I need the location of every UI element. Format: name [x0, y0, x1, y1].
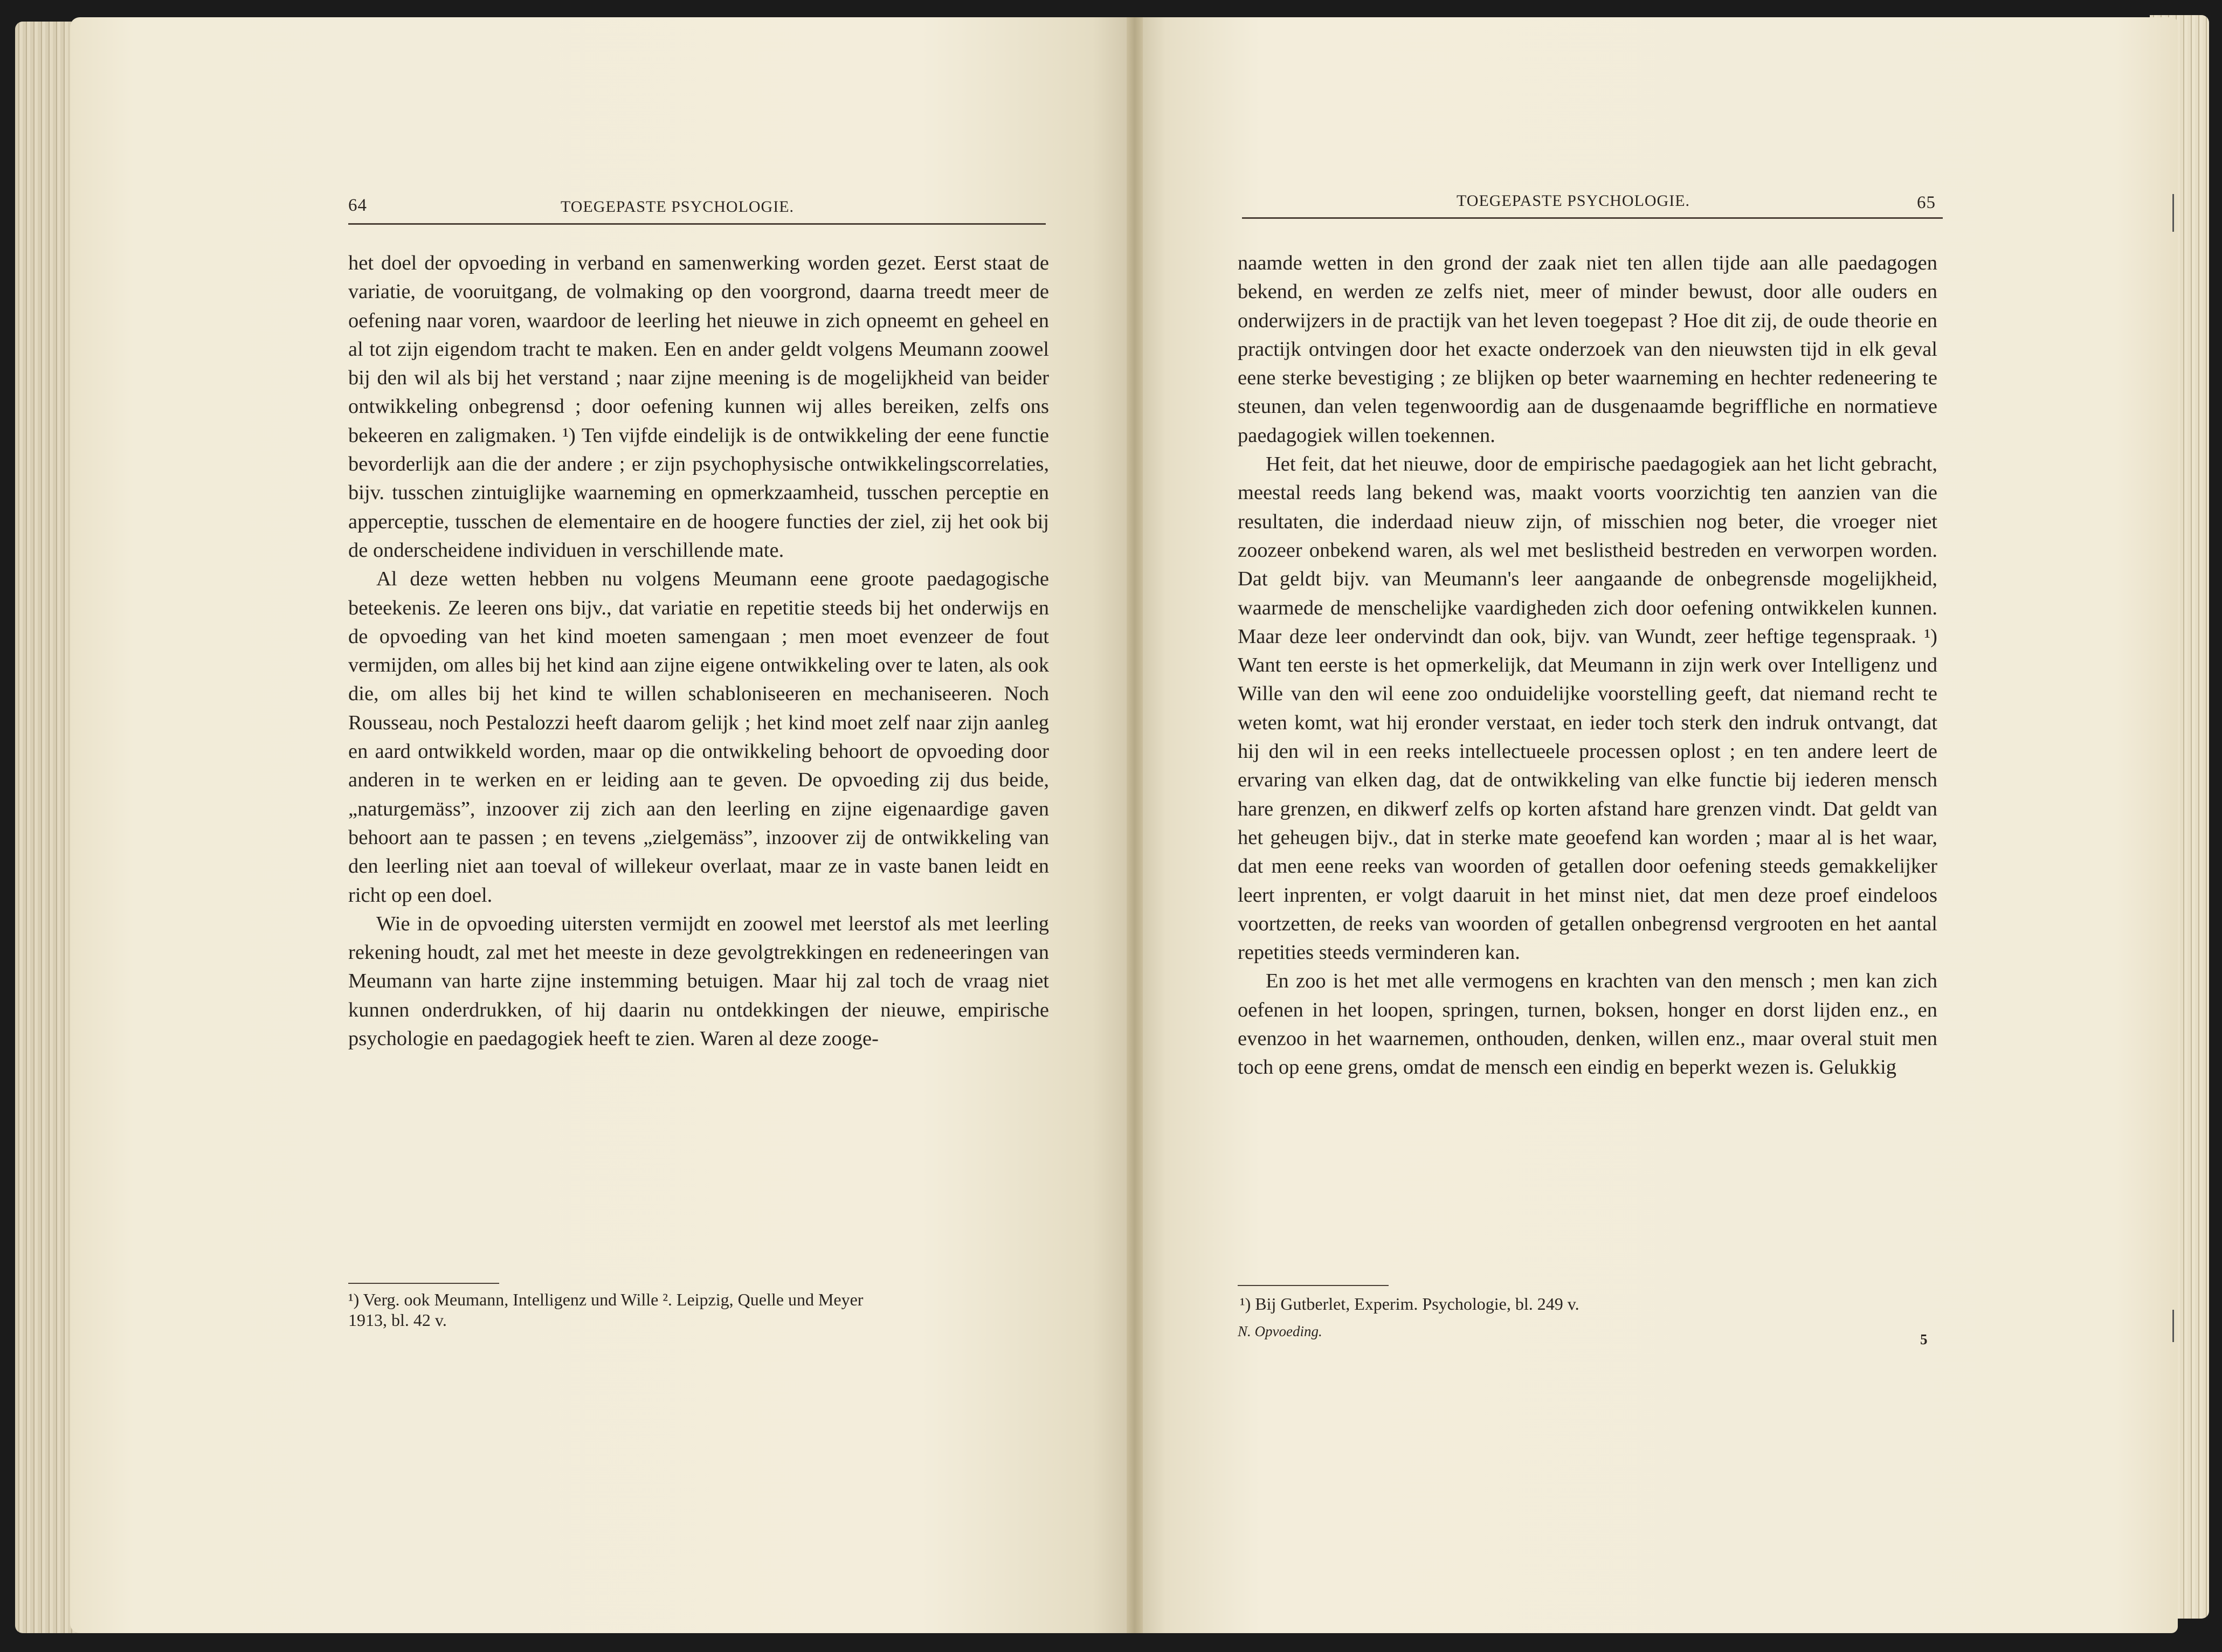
right-footnote-rule: [1238, 1285, 1389, 1286]
right-paragraph-2: Het feit, dat het nieuwe, door de empirische paedagogiek aan het licht gebracht, meestal reeds lang bekend was, maakt voorts voorzichtig ten aanzien van die resultaten, die inderdaad nieuw zijn, of misschien nog beter, die vroeger niet zoozeer onbekend waren, als wel met beslistheid bestreden en verworpen worden. Dat geldt bijv. van Meumann's leer aangaande de onbegrensde mogelijkheid, waarmede de menschelijke vaardigheden zich door oefening ontwikkelen kunnen. Maar deze leer ondervindt dan ook, bijv. van Wundt, zeer heftige tegenspraak. ¹) Want ten eerste is het opmerkelijk, dat Meumann in zijn werk over Intelligenz und Wille van den wil eene zoo onduidelijke voorstelling geeft, dat niemand recht te weten komt, wat hij eronder verstaat, en ieder toch sterk den indruk ontvangt, dat hij den wil in een reeks intellectueele processen oplost ; en ten andere leert de ervaring van elken dag, dat de ontwikkeling van elke functie bij iederen mensch hare grenzen, en dikwerf zelfs op korten afstand hare grenzen vindt. Dat geldt van het geheugen bijv., dat in sterke mate geoefend kan worden ; maar al is het waar, dat men eene reeks van woorden of getallen door oefening steeds gemakkelijker leert inprenten, er volgt daaruit in het minst niet, dat men deze proef eindeloos voortzetten, de reeks van woorden of getallen onbegrensd vergrooten en het aantal repetities steeds verminderen kan.: [1238, 453, 1937, 964]
right-running-head: TOEGEPASTE PSYCHOLOGIE.: [1457, 192, 1690, 210]
signature-mark: N. Opvoeding.: [1238, 1323, 1322, 1339]
left-footnote-rule: [348, 1283, 499, 1284]
right-header-rule: [1242, 217, 1943, 219]
left-paragraph-1: het doel der opvoeding in verband en samenwerking worden gezet. Eerst staat de variatie, de vooruitgang, de volmaking op den voorgrond, daarna treedt meer de oefening naar voren, waardoor de leerling het nieuwe in zich opneemt en geheel en al tot zijn eigendom tracht te maken. Een en ander geldt volgens Meumann zoowel bij den wil als bij het verstand ; naar zijne meening is de mogelijkheid van beider ontwikkeling onbegrensd ; door oefening kunnen wij alles bereiken, zelfs ons bekeeren en zaligmaken. ¹) Ten vijfde eindelijk is de ontwikkeling der eene functie bevorderlijk aan die der andere ; er zijn psychophysische ontwikkelingscorrelaties, bijv. tusschen zintuiglijke waarneming en opmerkzaamheid, tusschen perceptie en apperceptie, tusschen de elementaire en de hoogere functies der ziel, zij het ook bij de onderscheidene individuen in verschillende mate.: [348, 252, 1049, 562]
left-paragraph-2: Al deze wetten hebben nu volgens Meumann eene groote paedagogische beteekenis. Ze leeren ons bijv., dat variatie en repetitie steeds bij het onderwijs en de opvoeding van het kind moeten samengaan ; men moet evenzeer de fout vermijden, om alles bij het kind aan zijne eigene ontwikkeling over te laten, als ook die, om alles bij het kind te willen schabloniseeren en mechaniseeren. Noch Rousseau, noch Pestalozzi heeft daarom gelijk ; het kind moet zelf naar zijn aanleg en aard ontwikkeld worden, maar op die ontwikkeling behoort de opvoeding door anderen in te werken en er leiding aan te geven. De opvoeding zij dus beide, „naturgemäss”, inzoover zij zich aan den leerling en zijne eigenaardige gaven behoort aan te passen ; en tevens „zielgemäss”, inzoover zij de ontwikkeling van den leerling niet aan toeval of willekeur overlaat, maar ze in vaste banen leidt en richt op een doel.: [348, 568, 1049, 907]
right-page-number: 65: [1917, 193, 1936, 212]
book-gutter: [1127, 17, 1143, 1633]
right-paragraph-1: naamde wetten in den grond der zaak niet ten allen tijde aan alle paedagogen bekend, en werden ze zelfs niet, meer of minder bewust, door alle ouders en onderwijzers in de practijk van het leven toegepast ? Hoe dit zij, de oude theorie en practijk ontvingen door het exacte onderzoek van den nieuwsten tijd in elk geval eene sterke bevestiging ; ze blijken op beter waarneming en hechter redeneering te steunen, dan velen tegenwoordig aan de dusgenaamde begriffliche en normatieve paedagogiek willen toekennen.: [1238, 252, 1937, 447]
left-body-text: [348, 249, 1049, 1053]
right-footnote: ¹) Bij Gutberlet, Experim. Psychologie, bl. 249 v.: [1240, 1294, 1579, 1314]
left-footnote-line-1: ¹) Verg. ook Meumann, Intelligenz und Wille ². Leipzig, Quelle und Meyer: [348, 1290, 864, 1309]
left-footnote: [348, 1289, 1054, 1330]
signature-number: 5: [1920, 1331, 1928, 1347]
left-footnote-line-2: 1913, bl. 42 v.: [348, 1310, 447, 1330]
left-page-number: 64: [348, 196, 367, 215]
left-header-rule: [348, 223, 1046, 225]
right-paragraph-3: En zoo is het met alle vermogens en krachten van den mensch ; men kan zich oefenen in het loopen, springen, turnen, boksen, honger en dorst lijden enz., en evenzoo in het waarnemen, onthouden, denken, willen enz., maar overal stuit men toch op eene grens, omdat de mensch een eindig en beperkt wezen is. Gelukkig: [1238, 970, 1937, 1079]
page-edge-mark: [2172, 1310, 2174, 1342]
page-edge-mark: [2172, 194, 2174, 232]
left-paragraph-3: Wie in de opvoeding uitersten vermijdt en zoowel met leerstof als met leerling rekening houdt, zal met het meeste in deze gevolgtrekkingen en redeneeringen van Meumann van harte zijne instemming betuigen. Maar hij zal toch de vraag niet kunnen onderdrukken, of hij daarin nu ontdekkingen der nieuwe, empirische psychologie en paedagogiek heeft te zien. Waren al deze zooge-: [348, 912, 1049, 1050]
left-running-head: TOEGEPASTE PSYCHOLOGIE.: [561, 198, 795, 216]
right-body-text: [1238, 249, 1937, 1082]
